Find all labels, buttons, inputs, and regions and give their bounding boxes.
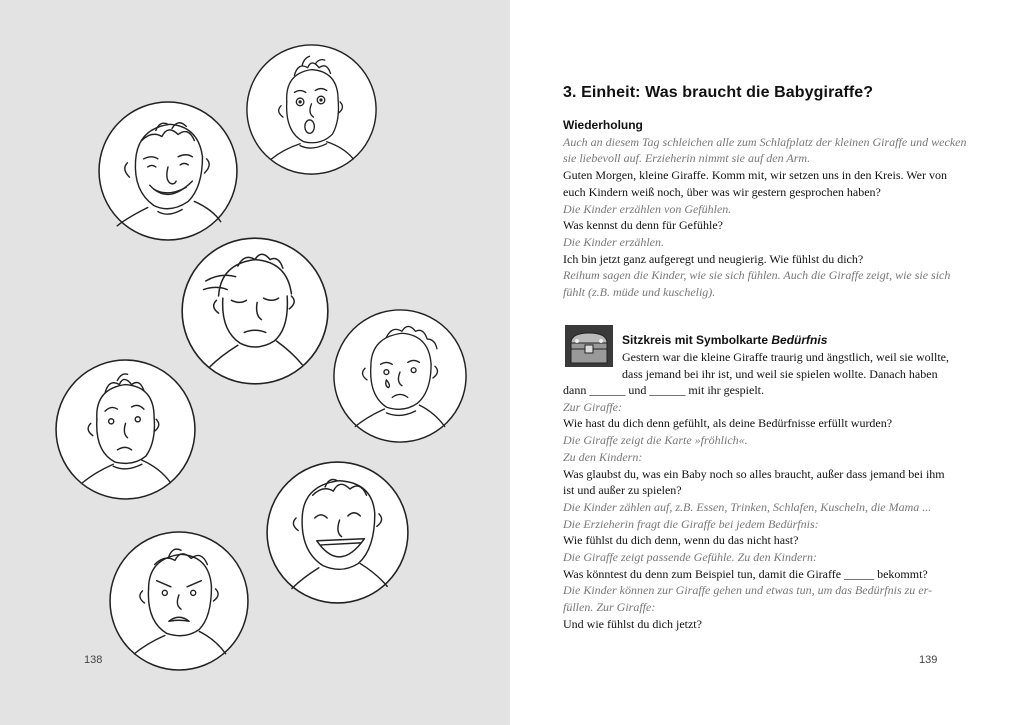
face-grinning	[97, 100, 239, 242]
instruction-line: Die Giraffe zeigt passende Gefühle. Zu den Kindern:	[563, 550, 817, 565]
face-angry	[108, 530, 250, 672]
instruction-line: Zur Giraffe:	[563, 399, 623, 414]
instruction-line: Die Kinder erzählen.	[563, 234, 664, 249]
treasure-chest-icon	[563, 323, 615, 369]
instruction-line: Zu den Kindern:	[563, 449, 643, 464]
dialogue-line: Was könntest du denn zum Beispiel tun, damit die Giraffe _____ bekommt?	[563, 566, 928, 581]
instruction-line: sie liebevoll auf. Erzieherin nimmt sie auf den Arm.	[563, 151, 811, 166]
dialogue-line: Was glaubst du, was ein Baby noch so alles braucht, außer dass jemand bei ihm	[563, 466, 945, 481]
page-number-right: 139	[919, 654, 938, 666]
dialogue-line: Und wie fühlst du dich jetzt?	[563, 616, 702, 631]
face-laughing	[265, 460, 410, 605]
section-sitzkreis-intro	[622, 349, 950, 382]
instruction-line: füllen. Zur Giraffe:	[563, 600, 656, 615]
symbolkarte-title: Sitzkreis mit Symbolkarte Bedürfnis	[622, 333, 828, 347]
instruction-line: Die Erzieherin fragt die Giraffe bei jedem Bedürfnis:	[563, 516, 819, 531]
face-worried	[54, 358, 197, 501]
section-title: Wiederholung	[563, 118, 643, 132]
dialogue-line: Wie fühlst du dich denn, wenn du das nicht hast?	[563, 533, 799, 548]
instruction-line: Die Kinder erzählen von Gefühlen.	[563, 201, 732, 216]
face-crying	[332, 308, 468, 444]
instruction-line: fühlt (z.B. müde und kuschelig).	[563, 285, 716, 300]
instruction-line: Auch an diesem Tag schleichen alle zum Schlafplatz der kleinen Giraffe und wecken	[563, 134, 967, 149]
instruction-line: Reihum sagen die Kinder, wie sie sich fühlen. Auch die Giraffe zeigt, wie sie sich	[563, 268, 951, 283]
dialogue-line: Gestern war die kleine Giraffe traurig und ängstlich, weil sie wollte,	[622, 350, 950, 364]
unit-heading: 3. Einheit: Was braucht die Babygiraffe?	[563, 84, 874, 101]
dialogue-line: Was kennst du denn für Gefühle?	[563, 218, 723, 233]
dialogue-line: Guten Morgen, kleine Giraffe. Komm mit, wir setzen uns in den Kreis. Wer von	[563, 168, 947, 183]
section-wiederholung	[563, 117, 967, 301]
instruction-line: Die Kinder können zur Giraffe gehen und etwas tun, um das Bedürfnis zu er-	[563, 583, 933, 598]
dialogue-line: dass jemand bei ihr ist, und weil sie spielen wollte. Danach haben	[622, 366, 938, 381]
instruction-line: Die Kinder zählen auf, z.B. Essen, Trinken, Schlafen, Kuscheln, die Mama ...	[563, 499, 932, 514]
face-tired	[180, 236, 330, 386]
dialogue-line: ist und außer zu spielen?	[563, 483, 682, 498]
dialogue-line: Ich bin jetzt ganz aufgeregt und neugierig. Wie fühlst du dich?	[563, 251, 864, 266]
dialogue-line: Wie hast du dich denn gefühlt, als deine Bedürfnisse erfüllt wurden?	[563, 416, 893, 431]
instruction-line: Die Giraffe zeigt die Karte »fröhlich«.	[563, 433, 748, 448]
page-number-left: 138	[84, 654, 103, 666]
section-sitzkreis	[563, 382, 945, 633]
face-surprised	[245, 43, 378, 176]
dialogue-line: dann ______ und ______ mit ihr gespielt.	[563, 383, 764, 397]
dialogue-line: euch Kindern weiß noch, über was wir gestern gesprochen haben?	[563, 184, 881, 199]
